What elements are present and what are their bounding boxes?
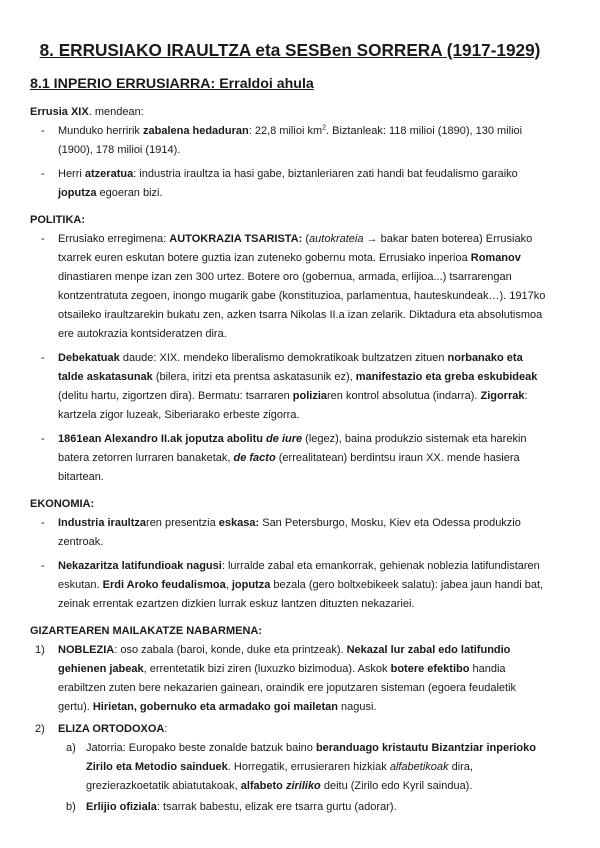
- document-title: 8. ERRUSIAKO IRAULTZA eta SESBen SORRERA (1917-1929): [39, 40, 541, 60]
- intro-label-bold: Errusia XIX: [30, 106, 89, 118]
- politika-item-serfdom-abolition: - 1861ean Alexandro II.ak joputza abolitu de iure (legez), baina produkzio sistemak eta harekin batera zetorren lurraren banaketak, de facto (errealitatean) berdintsu iraun XX. mende hasiera bitartean.: [58, 430, 550, 487]
- intro-label-text: . mendean:: [88, 106, 144, 118]
- section-subtitle: 8.1 INPERIO ERRUSIARRA: Erraldoi ahula: [30, 76, 314, 92]
- ekonomia-item-industry: - Industria iraultzaren presentzia eskasa: San Petersburgo, Mosku, Kiev eta Odessa produkzio zentroak.: [58, 514, 550, 552]
- intro-item-area: - Munduko herririk zabalena hedaduran: 22,8 milioi $km^2$. Biztanleak: 118 milioi (1890), 130 milioi (1900), 178 milioi (1914).: [58, 122, 550, 160]
- list-number: 2): [35, 723, 45, 735]
- church-sublist: [58, 739, 550, 817]
- sublist-letter: a): [66, 742, 76, 754]
- intro-list: [30, 122, 550, 203]
- intro-label: [30, 103, 550, 122]
- politika-item-autocracy: - Errusiako erregimena: AUTOKRAZIA TSARISTA: (autokrateia → bakar baten boterea) Errusiako txarrek euren eskutan botere guztia izan zuteneko gobernu mota. Errusiako inperioa Romanov dinastiaren menpe izan zen 300 urtez. Botere oro (gobernua, armada, erlijioa...) tsarrarengan kontzentratuta zegoen, inongo mugarik gabe (konstituzioa, parlamentua, hauteskundeak…). 1917ko otsaileko iraultzarekin bukatu zen, azken tsarra Nikolas II.a izan zelarik. Diktadura eta absolutismoa ere autokrazia kontsideratzen dira.: [58, 230, 550, 344]
- gizartea-heading: GIZARTEAREN MAILAKATZE NABARMENA:: [30, 625, 262, 637]
- politika-item-prohibited: - Debekatuak daude: XIX. mendeko liberalismo demokratikoak bultzatzen zituen norbanako eta talde askatasunak (bilera, iritzi eta prentsa askatasunik ez), manifestazio eta greba eskubideak (delitu hartu, zigortzen dira). Bermatu: tsarraren poliziaren kontrol absolutua (indarra). Zigorrak: kartzela zigor luzeak, Siberiarako erbeste zigorra.: [58, 349, 550, 425]
- politika-heading: POLITIKA:: [30, 214, 85, 226]
- intro-item-backward: - Herri atzeratua: industria iraultza ia hasi gabe, biztanleriaren zati handi bat feudalismo garaiko joputza egoeran bizi.: [58, 165, 550, 203]
- church-item-origin: a) Jatorria: Europako beste zonalde batzuk baino beranduago kristautu Bizantziar inperioko Zirilo eta Metodio sainduek. Horregatik, errusieraren hizkiak alfabetikoak dira, grezierazkoetatik abiatutakoak, alfabeto ziriliko deitu (Zirilo edo Kyril saindua).: [86, 739, 550, 796]
- gizartea-list: [30, 641, 550, 817]
- sublist-letter: b): [66, 801, 76, 813]
- ekonomia-item-agriculture: - Nekazaritza latifundioak nagusi: lurralde zabal eta emankorrak, gehienak noblezia latifundistaren eskutan. Erdi Aroko feudalismoa, joputza bezala (gero boltxebikeek salatu): jabea jaun handi bat, zeinak errentak ezartzen dizkien lurrak eskuz lantzen dituzten nekazariei.: [58, 557, 550, 614]
- church-item-official: b) Erlijio ofiziala: tsarrak babestu, elizak ere tsarra gurtu (adorar).: [86, 798, 550, 817]
- ekonomia-list: [30, 514, 550, 614]
- list-number: 1): [35, 644, 45, 656]
- ekonomia-heading: EKONOMIA:: [30, 498, 95, 510]
- politika-list: [30, 230, 550, 487]
- gizartea-item-church: 2) ELIZA ORTODOXOA: a) Jatorria: Europako beste zonalde batzuk baino beranduago kristautu Bizantziar inperioko Zirilo eta Metodio sainduek. Horregatik, errusieraren hizkiak alfabetikoak dira, grezierazkoetatik abiatutakoak, alfabeto ziriliko deitu (Zirilo edo Kyril saindua). b) Erlijio ofiziala: tsarrak babestu, elizak ere tsarra gurtu (adorar).: [58, 720, 550, 817]
- gizartea-item-nobility: 1) NOBLEZIA: oso zabala (baroi, konde, duke eta printzeak). Nekazal lur zabal edo latifundio gehienen jabeak, errentetatik bizi ziren (luxuzko bizimodua). Askok botere efektibo handia erabiltzen zuten bere nekazarien gainean, oraindik ere joputzaren sisteman (egoera feudaletik gertu). Hirietan, gobernuko eta armadako goi mailetan nagusi.: [58, 641, 550, 717]
